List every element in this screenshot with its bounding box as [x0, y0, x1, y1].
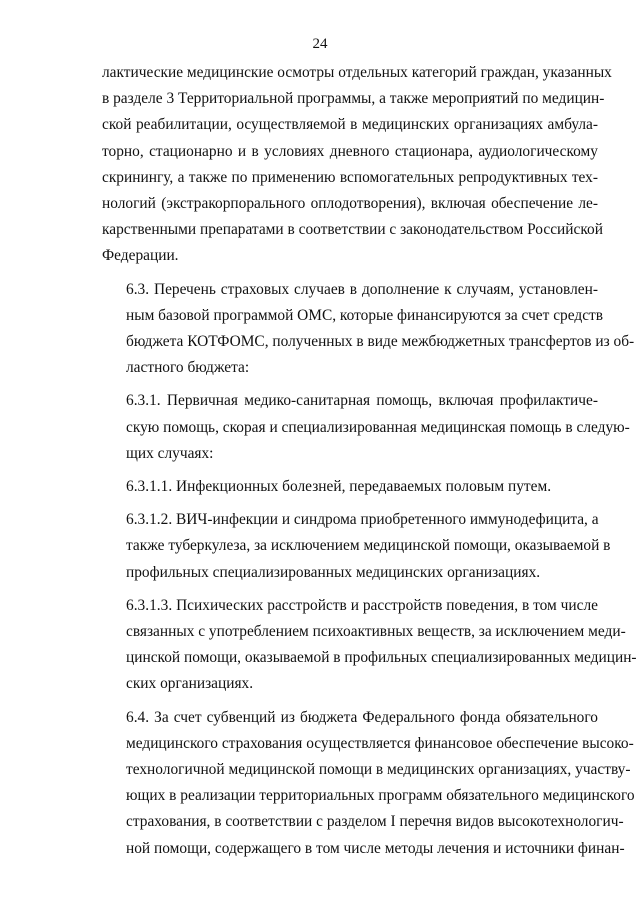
text-line: профильных специализированных медицинских организациях. — [126, 563, 541, 581]
paragraph — [102, 593, 637, 698]
text-line: связанных с употреблением психоактивных веществ, за исключением меди- — [126, 623, 626, 641]
text-line: нологий (экстракорпорального оплодотворения), включая обеспечение ле- — [102, 195, 598, 213]
document-body — [102, 60, 637, 862]
page-number: 24 — [312, 36, 328, 52]
text-line: 6.3.1.2. ВИЧ-инфекции и синдрома приобретенного иммунодефицита, а — [126, 511, 599, 529]
text-line: ских организациях. — [126, 675, 254, 693]
text-line: ской реабилитации, осуществляемой в медицинских организациях амбула- — [102, 116, 598, 134]
paragraph — [102, 60, 612, 270]
text-line: скринингу, а также по применению вспомогательных репродуктивных тех- — [102, 168, 598, 186]
text-line: 6.3.1. Первичная медико-санитарная помощь, включая профилактиче- — [126, 392, 598, 410]
text-line: карственными препаратами в соответствии с законодательством Российской — [102, 221, 603, 239]
paragraph — [102, 705, 635, 862]
paragraph — [102, 277, 635, 382]
text-line: ной помощи, содержащего в том числе методы лечения и источники финан- — [126, 839, 625, 857]
text-line: бюджета КОТФОМС, полученных в виде межбюджетных трансфертов из об- — [126, 333, 635, 351]
text-line: 6.3.1.1. Инфекционных болезней, передаваемых половым путем. — [126, 478, 552, 496]
text-line: страхования, в соответствии с разделом I перечня видов высокотехнологич- — [126, 813, 624, 831]
text-line: щих случаях: — [126, 444, 214, 462]
text-line: Федерации. — [102, 247, 179, 265]
text-line: 6.3. Перечень страховых случаев в дополнение к случаям, установлен- — [126, 280, 598, 298]
paragraph — [102, 474, 598, 500]
text-line: в разделе 3 Территориальной программы, а также мероприятий по медицин- — [102, 90, 605, 108]
text-line: цинской помощи, оказываемой в профильных специализированных медицин- — [126, 649, 637, 667]
text-line: 6.3.1.3. Психических расстройств и расстройств поведения, в том числе — [126, 596, 598, 614]
text-line: торно, стационарно и в условиях дневного стационара, аудиологическому — [102, 142, 598, 160]
text-line: также туберкулеза, за исключением медицинской помощи, оказываемой в — [126, 537, 611, 555]
text-line: медицинского страхования осуществляется финансовое обеспечение высоко- — [126, 734, 634, 752]
text-line: скую помощь, скорая и специализированная медицинская помощь в следую- — [126, 418, 630, 436]
text-line: ластного бюджета: — [126, 359, 250, 377]
text-line: 6.4. За счет субвенций из бюджета Федерального фонда обязательного — [126, 708, 598, 726]
text-line: ным базовой программой ОМС, которые финансируются за счет средств — [126, 306, 604, 324]
text-line: технологичной медицинской помощи в медицинских организациях, участву- — [126, 761, 631, 779]
paragraph — [102, 388, 630, 467]
text-line: лактические медицинские осмотры отдельных категорий граждан, указанных — [102, 64, 612, 81]
paragraph — [102, 507, 611, 586]
text-line: ющих в реализации территориальных программ обязательного медицинского — [126, 787, 635, 805]
